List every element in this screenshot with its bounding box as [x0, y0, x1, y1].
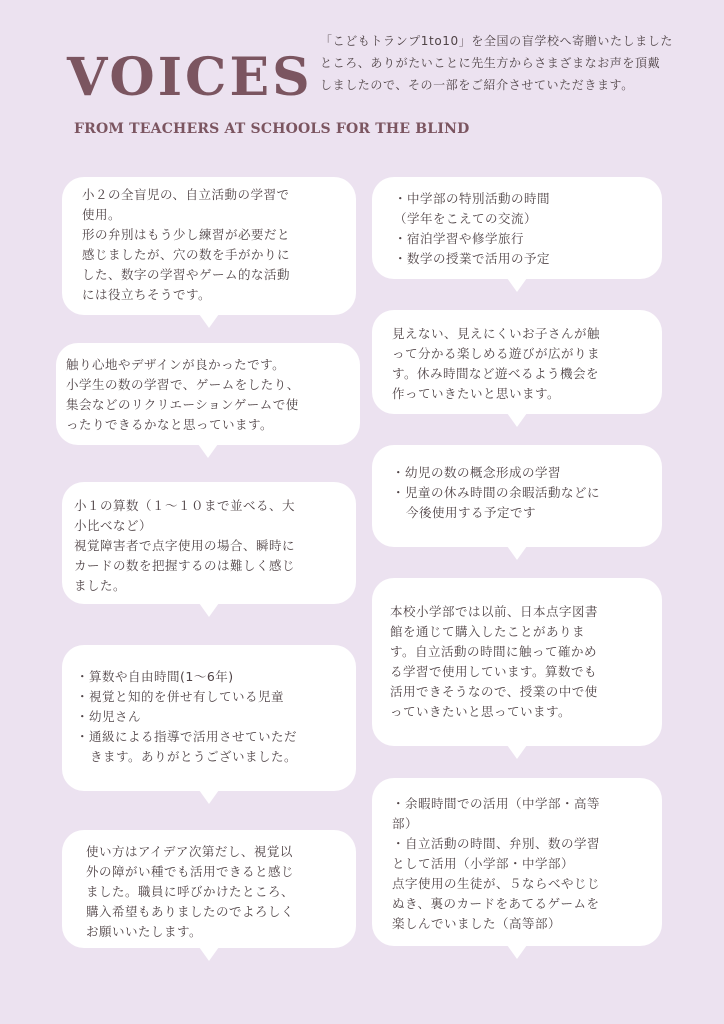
voice-line: ・算数や自由時間(1～6年) [76, 669, 234, 684]
voice-bubble [372, 310, 662, 414]
voice-line: 外の障がい種でも活用できると感じ [86, 864, 295, 879]
voice-line: 作っていきたいと思います。 [392, 386, 561, 401]
voice-line: 視覚障害者で点字使用の場合、瞬時に [74, 538, 296, 553]
voice-bubble [62, 482, 356, 604]
voice-line: 小学生の数の学習で、ゲームをしたり、 [66, 377, 300, 392]
voice-line: した、数字の学習やゲーム的な活動 [82, 267, 291, 282]
voice-line: 小２の全盲児の、自立活動の学習で [82, 187, 290, 202]
voice-line: す。休み時間など遊べるよう機会を [392, 366, 600, 381]
voice-line: ・通級による指導で活用させていただ [76, 729, 298, 744]
voice-line: には役立ちそうです。 [82, 287, 212, 302]
voice-line: って分かる楽しめる遊びが広がりま [392, 346, 601, 361]
voice-line: ました。職員に呼びかけたところ、 [86, 884, 295, 899]
voice-line: （学年をこえての交流） [394, 211, 538, 226]
voice-bubble [56, 343, 360, 445]
voice-line: ・幼児さん [76, 709, 142, 724]
intro-line: 「こどもトランプ1to10」を全国の盲学校へ寄贈いたしました [320, 34, 673, 48]
voice-line: す。自立活動の時間に触って確かめ [390, 644, 598, 659]
voice-line: 形の弁別はもう少し練習が必要だと [82, 227, 291, 242]
voice-line: ・宿泊学習や修学旅行 [394, 231, 525, 246]
voice-line: ・余暇時間での活用（中学部・高等 [392, 796, 601, 811]
voice-line: ・中学部の特別活動の時間 [394, 191, 551, 206]
voice-line: 見えない、見えにくいお子さんが触 [392, 326, 601, 341]
page-title: VOICES [67, 47, 313, 108]
intro-line: ところ、ありがたいことに先生方からさまざまなお声を頂戴 [320, 56, 661, 70]
voice-line: として活用（小学部・中学部） [392, 856, 575, 871]
voice-line: ったりできるかなと思っています。 [66, 417, 274, 432]
voice-line: ・視覚と知的を併せ有している児童 [76, 689, 285, 704]
voice-line: 館を通じて購入したことがありま [390, 624, 586, 639]
voice-line: 使用。 [82, 207, 122, 222]
voice-line: る学習で使用しています。算数でも [390, 664, 598, 679]
voice-bubble [372, 445, 662, 547]
intro-text [320, 30, 705, 96]
voice-line: 楽しんでいました（高等部） [392, 916, 562, 931]
voice-line: ・児童の休み時間の余暇活動などに [392, 485, 601, 500]
voice-line: ・数学の授業で活用の予定 [394, 251, 551, 266]
voice-line: 部） [392, 816, 419, 831]
voice-line: お願いいたします。 [86, 924, 203, 939]
voice-line: ぬき、裏のカードをあてるゲームを [392, 896, 600, 911]
voice-bubble [372, 778, 662, 946]
voice-bubble [62, 177, 356, 315]
voice-bubble [372, 578, 662, 746]
voice-line: カードの数を把握するのは難しく感じ [74, 558, 296, 573]
voice-line: 集会などのリクリエーションゲームで使 [66, 397, 299, 412]
voice-bubble [372, 177, 662, 279]
voice-bubble [62, 645, 356, 791]
voice-line: 使い方はアイデア次第だし、視覚以 [86, 844, 293, 859]
voice-line: ・自立活動の時間、弁別、数の学習 [392, 836, 601, 851]
voice-line: ・幼児の数の概念形成の学習 [392, 465, 562, 480]
voice-bubble [62, 830, 356, 948]
voice-line: ました。 [74, 578, 127, 593]
voice-line: 今後使用する予定です [406, 505, 537, 520]
voice-line: 活用できそうなので、授業の中で使 [390, 684, 598, 699]
voice-line: 購入希望もありましたのでよろしく [86, 904, 295, 919]
voice-line: っていきたいと思っています。 [390, 704, 572, 719]
voice-line: 小１の算数（１～１０まで並べる、大 [74, 498, 296, 513]
voice-line: きます。ありがとうございました。 [90, 749, 298, 764]
voice-line: 小比べなど） [74, 518, 153, 533]
page-subtitle: FROM TEACHERS AT SCHOOLS FOR THE BLIND [74, 121, 470, 137]
voice-line: 点字使用の生徒が、５ならべやじじ [392, 876, 601, 891]
voice-line: 本校小学部では以前、日本点字図書 [390, 604, 599, 619]
voice-line: 感じましたが、穴の数を手がかりに [82, 247, 291, 262]
intro-line: しましたので、その一部をご紹介させていただきます。 [320, 78, 634, 92]
voice-line: 触り心地やデザインが良かったです。 [66, 357, 286, 372]
